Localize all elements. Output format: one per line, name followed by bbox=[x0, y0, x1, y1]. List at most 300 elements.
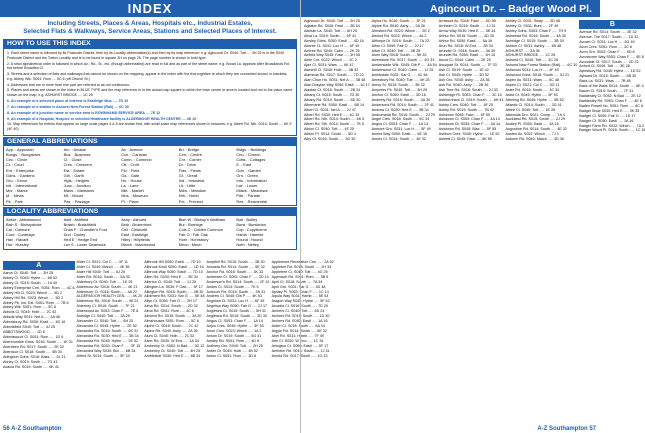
abbreviation-entry: Pas. : Passage bbox=[63, 198, 90, 204]
index-entry: Agitator Rd. S045: Fawl ..... 3B 54 bbox=[304, 23, 360, 28]
abbreviation-entry: Mus. : Museum bbox=[121, 193, 148, 199]
index-entry: Arnheim Cl. S016: South ..... 1J 31 bbox=[438, 23, 496, 28]
how-line: 7. An example of a station is Ashurst New Forest Station (Rail) .... 6C 30 bbox=[7, 104, 129, 109]
index-entry: Albert Rd. Nth. S014: South ..... 6K 5 bbox=[304, 117, 365, 122]
index-entry: Arundel Ct. S016: South ..... 3A 30 bbox=[438, 48, 496, 53]
index-entry: Alexandra Rd. S030: Hed E ..... 3B 34 bbox=[76, 333, 139, 338]
index-entry: Andromeda Rd. S016: South ..... 2J 29 bbox=[371, 112, 435, 117]
index-entry: Attlee Ct. S040: Tott ..... 1E 26 bbox=[505, 107, 556, 112]
index-entry: Almshouses S051: Rom ..... 5C 6 bbox=[144, 319, 199, 324]
index-entry: Avon Cres. S051: Rom ..... 3C 6 bbox=[579, 44, 632, 49]
abbreviation-entry: Flds. : Fields bbox=[178, 167, 201, 173]
index-entry: Abbey Ct. S015: South ..... 1A 40 bbox=[3, 280, 58, 285]
index-column bbox=[207, 260, 270, 421]
locality-entry: Bish W : Bishop's Waltham bbox=[178, 216, 226, 222]
how-line: 6. An example of a selected place of interest is Eastleigh Mus. .... 7D 10 bbox=[7, 98, 129, 103]
index-entry: Alum Cl. S045: Holb ..... 2C 52 bbox=[144, 333, 195, 338]
index-entry: Albion Pl. S014: South ..... 5D 4 bbox=[304, 132, 356, 137]
abbreviation-entry: App. : Approach bbox=[6, 146, 34, 152]
index-entry: Aldermoor Rd. S016: South ..... 4K 21 bbox=[76, 299, 139, 304]
abbreviation-entry: E. : East bbox=[236, 162, 252, 168]
index-entry: Allbrook Hill S050: Eastl ..... 7D 10 bbox=[144, 260, 201, 264]
index-entry: Archers Cl. S040: Tott ..... 6D 24 bbox=[271, 309, 325, 314]
locality-entry: Brok : Brokenford bbox=[121, 221, 152, 227]
index-entry: Andersons Rd. S014: South ..... 2F 41 bbox=[371, 102, 434, 107]
index-entry: Alpine Rd. S040: Ashy ..... 2A 36 bbox=[371, 23, 425, 28]
index-entry: Alameda Rd. S017: South ..... 7D 22 bbox=[304, 73, 364, 78]
index-entry: Ash Rd. S040: Ashy ..... 2B 36 bbox=[438, 82, 489, 87]
locality-entry: Hound : Hound bbox=[236, 237, 263, 243]
index-entry: Angus Cl. S053: Chan F ..... 1A 14 bbox=[206, 319, 263, 324]
index-entry: Badger Cl. S050: Fair O ..... 1K 17 bbox=[579, 113, 636, 118]
index-entry: Abbots Cl. S045: Holb ..... 2C 52 bbox=[3, 310, 57, 315]
abbreviation-entry: Gdn. : Garden bbox=[236, 167, 262, 173]
index-entry: April Gro. S031: Sar G ..... 4D 48 bbox=[271, 284, 326, 289]
locality-abbreviations-heading: LOCALITY ABBREVIATIONS bbox=[3, 207, 297, 216]
index-entry: Amberslade Wlk. S045: Dib P ..... 4A 54 bbox=[371, 63, 437, 68]
abbreviation-entry: Comn. : Common bbox=[121, 157, 152, 163]
page-number-right: A-Z Southampton 57 bbox=[537, 426, 596, 432]
index-entry: Aylward Dr. S015: South ..... 5B 30 bbox=[579, 74, 637, 79]
index-entry: Abbey Enterprise Cen. S051: Rom ..... 4C 6 bbox=[3, 285, 75, 290]
index-entry: Bacon Cl. S019: South ..... 7F 41 bbox=[579, 89, 634, 94]
index-entry: Ashwood S031: Loc H ..... 4F 49 bbox=[505, 68, 559, 73]
index-entry: Ancasta Rd. S014: South ..... 5E 32 bbox=[206, 264, 265, 269]
how-line: 1. Each street name is followed by its Postcode District, then by its Locality abbreviation(s) and then by its map reference; e.g. Agincourt Dr. S040: Tott .... 3H 25 is in the S040 Postcode District and the Totton Locality and is to be found in square 3H on page 25. The page number is shown in bold type. bbox=[7, 51, 285, 60]
locality-entry: East : Eastleigh bbox=[121, 232, 149, 238]
index-entry: Anchor Cl. S050: Eastl ..... 3D 16 bbox=[371, 92, 426, 97]
index-entry: Alderney Cl. S016: South ..... 7F 21 bbox=[76, 304, 135, 309]
index-entry: Allington La. S030: F Oak ..... 3F 17 bbox=[144, 284, 203, 289]
index-entry: Andrew Cl. S045: Dib P ..... 4K 53 bbox=[206, 294, 263, 299]
index-entry: Agincourt Dr. S040: Tott ..... 3H 25 bbox=[304, 19, 360, 23]
index-entry: Allbrook Knoll S050: Eastl ..... 1D 16 bbox=[144, 264, 204, 269]
locality-entry: Cols C : Colden Common bbox=[178, 226, 223, 232]
index-column bbox=[77, 260, 143, 421]
locality-entry: Hed E : Hedge End bbox=[63, 237, 98, 243]
page-number-left: 56 A-Z Southampton bbox=[3, 426, 62, 432]
index-entry: Anmore Gro. S031: Loc H ..... 5F 49 bbox=[371, 127, 431, 132]
abbreviation-entry: Bldgs. : Buildings bbox=[236, 146, 267, 152]
index-entry: Ariel Rd. S031: Hamb ..... 7F 49 bbox=[271, 333, 324, 338]
index-entry: Albert Cl. S031: Net A ..... 2J 47 bbox=[304, 107, 356, 112]
index-entry: Ajax Cl. S031: Wars ..... 6K 47 bbox=[304, 63, 354, 68]
how-line: 2. A strict alphabetical order is followed in which Av., Rd., St., etc. (though abbreviated) are read in full and as part of the street name; e.g. Broad La. appears after Broadlands Rd. but before Broadlea Cl. bbox=[7, 61, 290, 71]
index-entry: Audley Pl. S050: Eastl ..... 3A 16 bbox=[505, 122, 559, 127]
index-columns bbox=[304, 19, 645, 421]
index-entry: Anstey Rd. S051: Rom ..... 4D 6 bbox=[206, 338, 259, 343]
index-entry: Allen Rd. S030: Hed E ..... 5E 34 bbox=[144, 274, 198, 279]
abbreviation-entry: Gdns. : Gardens bbox=[6, 172, 35, 178]
index-entry: Amesbury Rd. S040: Tott ..... 4H 25 bbox=[371, 78, 430, 83]
abbreviation-entry: Gt. : Great bbox=[178, 172, 197, 178]
index-entry: Abingdon Gdns. S016: Bass ..... 5J 21 bbox=[3, 354, 66, 359]
index-entry: Ashby Rd. S019: South ..... 7B 42 bbox=[438, 107, 494, 112]
index-entry: Ainsley Gdns. S050: Eastl ..... 4D 16 bbox=[304, 38, 364, 43]
index-entry: Amberley Cl. S052: N Bad ..... 2D 12 bbox=[144, 343, 205, 348]
index-entry: Ashley Cl. S031: Sway ..... 3D 48 bbox=[505, 19, 560, 23]
abbreviation-entry: Bus. : Business bbox=[63, 152, 91, 158]
locality-abbreviations-table bbox=[3, 216, 297, 250]
index-entry: Alastair Ct. S018: South ..... 2B 34 bbox=[304, 87, 361, 92]
index-entry: Ashdown Cl. S053: Chan F ..... 4A 14 bbox=[438, 117, 500, 122]
locality-entry: Hamb : Hamble bbox=[236, 232, 264, 238]
index-entry: ALDERMOOR HEALTH CEN. ..... 4K 20 bbox=[76, 294, 143, 299]
index-entry: Alver Rd. S030: W End ..... 1A 34 bbox=[144, 338, 199, 343]
index-column bbox=[3, 260, 75, 421]
locality-entry: Fair O : Fair Oak bbox=[178, 232, 208, 238]
index-entry: Annes Way S050: Eastl ..... 6E 16 bbox=[371, 132, 428, 137]
abbreviation-entry: Mnr. : Manor bbox=[6, 188, 28, 194]
intro-line: Including Streets, Places & Areas, Hospitals etc., Industrial Estates, bbox=[47, 20, 253, 27]
index-entry: Antler Dr. S045: Holb ..... 4B 52 bbox=[206, 348, 258, 353]
index-entry: Abbey Wlk. S051: Rom ..... 5C 6 bbox=[3, 305, 57, 310]
index-entry: Arnwood Av. S045: Fawl ..... 5G 55 bbox=[438, 19, 496, 23]
index-entry: Avon Grn. S053: Chan F ..... 5D 8 bbox=[579, 49, 635, 54]
index-entry: Alderwood Av. S053: Chan F ..... 7E 8 bbox=[76, 309, 139, 314]
abbreviation-entry: Cen. : Centre bbox=[178, 152, 202, 158]
index-entry: Allyn Ct. S050: Fair O ..... 2H 17 bbox=[144, 299, 197, 304]
index-entry: Ashdown S045: Fawl ..... 5F 55 bbox=[438, 112, 491, 117]
index-entry: Aintree Rd. S040: Calm ..... 2K 25 bbox=[304, 48, 360, 53]
index-entry: Angelica Way S050: Fair O ..... 2J 17 bbox=[206, 304, 268, 309]
index-entry: ASHURST ..... 2A 36 bbox=[505, 48, 540, 53]
index-entry: Aquila Way S031: Hamb ..... 5E 54 bbox=[271, 294, 329, 299]
index-entry: Aspen Av. S031: Wars ..... 6C 48 bbox=[505, 78, 559, 83]
index-entry: Axford Cl. S040: Tott ..... 3E 26 bbox=[579, 64, 630, 69]
index-entry: Angus Cl. S053: Chan F ..... 1A 14 bbox=[371, 122, 429, 127]
index-entry: Avondale Ct. S017: South ..... 2D 32 bbox=[579, 59, 639, 64]
index-column bbox=[304, 19, 370, 421]
how-line: 4. Addresses that are in more than one part are referred to as not continuous. bbox=[7, 82, 131, 87]
locality-entry: Bur : Burridge bbox=[178, 221, 203, 227]
index-entry: Alpine Rd. S040: Ashy ..... 2A 36 bbox=[144, 328, 198, 333]
abbreviation-entry: Bungs. : Bungalows bbox=[6, 152, 41, 158]
locality-entry: Chil : Chilworth bbox=[121, 226, 148, 232]
index-entry: Aaron Ct. S040: Tott ..... 3H 25 bbox=[3, 271, 54, 275]
locality-entry: Botl : Botley bbox=[236, 216, 258, 222]
index-entry: Alexandra Rd. S045: Hythe ..... 2E 52 bbox=[76, 338, 139, 343]
index-entry: Augustine Rd. S014: South ..... 4E 32 bbox=[505, 127, 567, 132]
index-entry: ABBOTSWOOD ..... 1D 6 bbox=[3, 330, 45, 335]
index-entry: Avenue Rd. S014: South ..... 3E 32 bbox=[579, 30, 637, 34]
index-entry: Abbotsfield S040: Tott ..... 4J 25 bbox=[3, 325, 55, 330]
index-entry: Alby Ct. S016: South ..... 3D 30 bbox=[304, 137, 356, 142]
index-entry: Arthur Rd. S015: South ..... 4D 30 bbox=[438, 33, 494, 38]
index-entry: Alsford Rd. S023: Winch ..... 4A 2 bbox=[371, 33, 427, 38]
locality-entry: Lwr S : Lower Swanwick bbox=[63, 242, 106, 248]
abbreviation-entry: Ho. : House bbox=[121, 177, 142, 183]
index-entry: Aldermoor Av. S016: South ..... 4K 21 bbox=[76, 284, 138, 289]
abbreviation-entry: Mkt. : Market bbox=[121, 188, 144, 194]
abbreviation-entry: Intl. : International bbox=[6, 183, 37, 189]
index-entry: Alverstone Rd. S017: South ..... 4G 33 bbox=[371, 58, 435, 63]
index-entry: Badger Brow S030: Hed E ..... 3K 35 bbox=[579, 108, 640, 113]
locality-entry: Hav : Havant bbox=[6, 237, 29, 243]
index-entry: Ashdown Rd. S045: Blac ..... 5F 55 bbox=[438, 127, 497, 132]
index-entry: Ashmead Rd. S016: South ..... 4A 30 bbox=[505, 33, 566, 38]
index-entry: Aldridge Cl. S040: Tott ..... 3A 25 bbox=[76, 314, 130, 319]
abbreviation-entry: Dr. : Drive bbox=[178, 162, 197, 168]
index-entry: Arrow Way S030: Hed E ..... 5E 34 bbox=[438, 28, 496, 33]
index-entry: Alfred St. S014: South ..... 5F 33 bbox=[76, 353, 130, 358]
how-line: 5. Places and areas are shown in the index in BLUE TYPE and the map reference is to the actual map square in which the town centre or area is located and not to the place name shown on the map; e.g. ASHURST BRIDGE .... 1C 26 bbox=[7, 88, 293, 98]
index-entry: Back of the Walls S014: South ..... 6E 4 bbox=[579, 84, 644, 89]
index-entry: Anglesea Ct. S015: South ..... 5H 31 bbox=[206, 309, 266, 314]
index-entry: Ashurst Cl. S040: Tott ..... 3C 26 bbox=[505, 58, 559, 63]
index-entry: Ashdown Dr. S053: Chan F ..... 4A 14 bbox=[438, 122, 501, 127]
abbreviation-entry: Res. : Residential bbox=[236, 198, 267, 204]
abbreviation-entry: Arc. : Arcade bbox=[63, 146, 86, 152]
index-entry: Alexandra Cl. S045: Hythe ..... 2E 52 bbox=[76, 323, 137, 328]
index-entry: Aintree Ct. S031: Loc H ..... 6F 49 bbox=[304, 43, 360, 48]
index-entry: Aldermoor Cl. S016: South ..... 4A 22 bbox=[76, 289, 138, 294]
index-entry: Abbots Way S031: Net A ..... 3A 48 bbox=[3, 315, 60, 320]
index-entry: Ampthill Rd. S015: South ..... 3B 30 bbox=[206, 260, 265, 264]
index-entry: Ash Cl. S045: Hythe ..... 3D 52 bbox=[438, 73, 489, 78]
index-entry: Ashwood Gdns. S016: South ..... 5J 21 bbox=[505, 73, 570, 78]
abbreviation-entry: La. : Lane bbox=[121, 183, 139, 189]
abbreviation-entry: Chu. : Church bbox=[236, 152, 261, 158]
abbreviation-entry: Gth. : Garth bbox=[63, 172, 84, 178]
abbreviation-entry: Cnr. : Corner bbox=[178, 157, 202, 163]
index-entry: Alpha Ho. S016: South ..... 3F 21 bbox=[371, 19, 426, 23]
index-entry: Baddesley Rd. S053: Chan F ..... 4E 8 bbox=[579, 98, 642, 103]
index-entry: Abney Cl. S019: South ..... 7G 41 bbox=[3, 359, 58, 364]
index-entry: Amberwood Cl. S040: Calm ..... 1J 25 bbox=[371, 68, 434, 73]
abbreviation-entry: Cl. : Close bbox=[63, 157, 82, 163]
abbreviation-entry: Mdw. : Meadow bbox=[178, 188, 206, 194]
right-page bbox=[300, 0, 645, 433]
index-entry: Aylesbury Rd. S045: Hythe ..... 1D 52 bbox=[579, 69, 641, 74]
locality-entry: March : Marchwood bbox=[121, 242, 156, 248]
abbreviation-entry: Pk. : Park bbox=[6, 198, 23, 204]
index-entry: Allerton Cl. S040: Tott ..... 1J 25 bbox=[144, 279, 197, 284]
index-entry: Auckland Rd. S015: South ..... 2J 29 bbox=[505, 117, 565, 122]
index-entry: Anderby Rd. S016: South ..... 3A 30 bbox=[371, 97, 431, 102]
index-entry: Alexandra Rd. S053: Chan F ..... 3F 15 bbox=[76, 343, 141, 348]
index-entry: Acacia Rd. S019: South ..... 6K 41 bbox=[3, 364, 59, 369]
index-entry: Alma Rd. S051: Rom ..... 4C 6 bbox=[144, 309, 194, 314]
index-entry: Applemore Recreation Cen. ..... 2A 52 bbox=[271, 260, 334, 264]
intro-line: Selected Flats & Walkways, Service Areas, Stations and Selected Places of Interest. bbox=[23, 28, 277, 35]
section-letter: B bbox=[579, 20, 645, 29]
index-entry: Anson Dr. S019: South ..... 5G 41 bbox=[206, 333, 262, 338]
locality-entry: Chan F : Chandler's Ford bbox=[63, 226, 108, 232]
index-entry: Airfield Way S045: Fawl ..... 3H 55 bbox=[304, 53, 361, 58]
index-entry: Arle Cl. S030: W End ..... 1C 34 bbox=[271, 338, 324, 343]
page-range-header: Agincourt Dr. – Badger Wood Pl. bbox=[301, 0, 600, 17]
abbreviation-entry: Ind. : Industrial bbox=[178, 177, 205, 183]
index-entry: Althorpe Dr. S016: South ..... 7A 22 bbox=[371, 38, 430, 43]
index-entry: Arundel Rd. S050: Eastl ..... 1H 15 bbox=[438, 53, 496, 58]
index-entry: Almond Rd. S015: South ..... 3A 30 bbox=[144, 314, 202, 319]
index-entry: Alton Ct. S040: Tott ..... 3B 26 bbox=[371, 48, 421, 53]
index-entry: Ashley Ct. S031: Burs ..... 2F 49 bbox=[505, 23, 559, 28]
index-entry: Ashbridge Ri. S053: Chan F ..... 3C 14 bbox=[438, 92, 502, 97]
index-entry: Alder Cl. S040: March ..... 4E 36 bbox=[76, 264, 130, 269]
locality-entry: Abbot : Abbotswood bbox=[6, 216, 41, 222]
index-entry: Allington Rd. S015: South ..... 4B 30 bbox=[144, 289, 204, 294]
index-entry: Alexander Cl. S040: Tott ..... 6H 25 bbox=[76, 319, 134, 324]
index-entry: Approach Rd. S051: Rom ..... 5B 6 bbox=[271, 274, 329, 279]
index-entry: Baddesley Cl. S052: N Bad ..... 2E 12 bbox=[579, 93, 641, 98]
index-entry: Anderson's Rd. S014: South ..... 2F 41 bbox=[206, 279, 270, 284]
index-entry: Attwoods Dro. S021: Comp ..... 7A 4 bbox=[505, 112, 565, 117]
how-line: 8. An example of a junction name or service area is ROWNHAMS SERVICE AREA .... 7E 12 bbox=[7, 110, 161, 115]
index-entry: Ashton Cl. S031: Ashby ..... 4B 48 bbox=[505, 43, 562, 48]
abbreviation-entry: Lwr. : Lower bbox=[236, 183, 258, 189]
abbreviation-entry: Mdws. : Meadows bbox=[236, 188, 268, 194]
abbreviation-entry: Bri. : Bridge bbox=[178, 146, 200, 152]
index-column bbox=[439, 19, 504, 421]
index-entry: Albert Rd. S030: Hed E ..... 4C 34 bbox=[304, 112, 360, 117]
index-entry: Abbey Pk. Ind. Est. S051: Rom ..... 7B 6 bbox=[3, 300, 69, 305]
index-entry: Austen Av. S022: Winch ..... 7J 1 bbox=[505, 132, 559, 137]
abbreviation-entry: Gro. : Grove bbox=[6, 177, 28, 183]
abbreviation-entry: Mt. : Mount bbox=[63, 193, 84, 199]
index-entry: Aster Rd. S016: South ..... 3C 30 bbox=[505, 87, 560, 92]
locality-entry: Horn : Hornsbury bbox=[178, 237, 209, 243]
index-entry: Abbotswood Cl. S051: Rom ..... 1D 6 bbox=[3, 334, 64, 339]
locality-entry: Durl : Durley bbox=[63, 232, 86, 238]
locality-entry: Cop : Copythorne bbox=[236, 226, 267, 232]
index-entry: Arnheim Rd. S016: South ..... 1J 31 bbox=[271, 348, 330, 353]
index-entry: Ashlett Cl. S045: Fawl ..... 6K 55 bbox=[438, 137, 492, 142]
index-entry: Alpine Cl. S018: South ..... 2C 42 bbox=[144, 323, 199, 328]
index-entry: Arun Rd. S018: W End ..... 2B 34 bbox=[438, 43, 493, 48]
index-entry: Ambleside S030: Hed E ..... 6B 34 bbox=[144, 353, 201, 358]
index-entry: Airlie Cnr. S022: Winch ..... 1C 2 bbox=[304, 58, 357, 63]
index-entry: Atheling Rd. S045: Hythe ..... 5B 52 bbox=[505, 97, 564, 102]
index-entry: Ascot Cl. S040: Calm ..... 2K 25 bbox=[438, 58, 491, 63]
how-to-use-heading: HOW TO USE THIS INDEX bbox=[3, 39, 297, 48]
index-entry: Alder Hill S040: Tott ..... 6J 25 bbox=[76, 269, 126, 274]
index-entry: Ashridge Cl. S015: South ..... 3B 30 bbox=[505, 38, 564, 43]
index-entry: Ascupart St. S014: South ..... 7F 33 bbox=[438, 63, 497, 68]
index-entry: Aberdeen Rd. S017: South ..... 2E 32 bbox=[3, 344, 64, 349]
abbreviation-entry: Cotts. : Cottages bbox=[236, 157, 266, 163]
index-entry: Ash Gro. S040: Ashy ..... 2A 36 bbox=[438, 78, 490, 83]
abbreviation-entry: Est. : Estate bbox=[63, 167, 85, 173]
locality-entry: Hlbry : Hillyfields bbox=[121, 237, 150, 243]
abbreviation-entry: Grn. : Green bbox=[236, 172, 259, 178]
index-entry: Abbey Cl. S045: Hythe ..... 4B 52 bbox=[3, 275, 58, 280]
index-entry: Appleton Rd. S018: South ..... 2H 33 bbox=[271, 264, 332, 269]
index-entry: Ashurst New Forest Station (Rail) ..... 6C 30 bbox=[505, 63, 578, 68]
index-entry: Anchor Rd. S018: South ..... 3K 33 bbox=[206, 269, 264, 274]
index-entry: Albany Rd. S015: South ..... 5D 30 bbox=[304, 97, 361, 102]
how-line: 10. Map references for entries that appear on large scale pages 4 & 5 are shown first, with small scale map references shown in brackets; e.g. Albert Rd. Nth. S014: South .... 6K 5 (4F 40) bbox=[7, 122, 292, 132]
index-entry: Anne Cres. S023: Winch ..... 1A 2 bbox=[206, 328, 262, 333]
locality-entry: Bursl : Bursledon bbox=[236, 221, 267, 227]
index-entry: Annes Ct. S014: South ..... 4E 32 bbox=[371, 137, 426, 142]
index-entry: Arnold Rd. S017: South ..... 1G 33 bbox=[271, 353, 328, 358]
index-entry: Allotment Rd. S031: Sar G ..... 5E 48 bbox=[144, 294, 205, 299]
index-entry: Archers Rd. S015: South ..... 1D 30 bbox=[271, 314, 330, 319]
index-entry: Angelica Ct. S031: Loc H ..... 6F 49 bbox=[206, 299, 265, 304]
index-entry: Baden Powell Ho. S051: Rom ..... 6C 6 bbox=[579, 103, 644, 108]
abbreviation-entry: Circ. : Circle bbox=[6, 157, 28, 163]
index-column bbox=[579, 19, 645, 421]
index-entry: Ambledale S031: Sar G ..... 4C 48 bbox=[371, 73, 428, 78]
index-entry: Albemarle Rd. S050: Eastl ..... 6B 14 bbox=[304, 102, 365, 107]
index-entry: Alder Rd. S016: South ..... 5A 30 bbox=[76, 274, 130, 279]
index-entry: April Cl. S018: South ..... 7A 34 bbox=[271, 279, 323, 284]
abbreviation-entry: Cvn. : Caravan bbox=[121, 152, 148, 158]
locality-entry: Ashy : Ashurst bbox=[121, 216, 147, 222]
index-entry: Atlantic Cl. S014: South ..... 3G 41 bbox=[505, 102, 562, 107]
index-entry: Arthur Rd. S050: Eastl ..... 5A 16 bbox=[438, 38, 493, 43]
index-entry: Alum Way S018: South ..... 5K 33 bbox=[371, 53, 427, 58]
index-entry: Ash Cl. S019: South ..... 1E 42 bbox=[438, 68, 489, 73]
index-entry: Andover Rd. S015: South ..... 3H 31 bbox=[206, 289, 266, 294]
locality-entry: Cal : Calmore bbox=[6, 226, 30, 232]
index-column bbox=[506, 19, 578, 421]
abbreviation-entry: Av. : Avenue bbox=[121, 146, 143, 152]
index-entry: Appletree Cl. S040: Tott ..... 4G 25 bbox=[271, 269, 328, 274]
index-entry: Albany Ct. S015: South ..... 7D 30 bbox=[304, 92, 360, 97]
index-entry: Argyle Rd. S014: South ..... 6E 32 bbox=[271, 328, 327, 333]
how-to-use-box bbox=[3, 48, 297, 136]
index-entry: Ash Tree Rd. S018: South ..... 2J 33 bbox=[438, 87, 498, 92]
abbreviation-entry: Cres. : Crescent bbox=[63, 162, 92, 168]
index-entry: Amberley Ct. S040: Tott ..... 4H 25 bbox=[144, 348, 201, 353]
index-entry: Aberdour Cl. S018: South ..... 5B 34 bbox=[3, 349, 62, 354]
index-entry: Abbey Hill Rd. S023: Winch ..... 5D 2 bbox=[3, 295, 64, 300]
abbreviation-entry: Fld. : Field bbox=[121, 167, 140, 173]
index-entry: Ashburnham Cl. S019: South ..... 6H 41 bbox=[438, 97, 504, 102]
index-entry: Apsley Pl. S053: Chan F ..... 1C 14 bbox=[271, 289, 329, 294]
how-line: 9. An example of a Hospital, Hospice or selected Healthcare facility is ALDERMOOR HEALTH CENTRE .... 4K 20 bbox=[7, 116, 197, 121]
index-entry: Andersen Cl. S053: Chan F ..... 3D 14 bbox=[206, 274, 269, 279]
locality-entry: Bish S : Bishopstoke bbox=[6, 221, 42, 227]
index-entry: Anthony Gro. S040: Tott ..... 2H 25 bbox=[206, 343, 263, 348]
index-intro bbox=[0, 17, 300, 38]
index-entry: Amoy St. S015: South ..... 3B 32 bbox=[371, 82, 425, 87]
index-entry: ASHURST BRIDGE ..... 1C 26 bbox=[505, 53, 556, 58]
index-columns bbox=[3, 260, 334, 421]
index-entry: Allbrook Way S050: Eastl ..... 7D 10 bbox=[144, 269, 203, 274]
index-entry: Aspen Cl. S021: Col C ..... 5G 11 bbox=[505, 82, 560, 87]
abbreviation-entry: Ent. : Enterprise bbox=[6, 167, 34, 173]
index-entry: Badger Wood Pl. S018: South ..... 1C 34 bbox=[579, 128, 645, 133]
locality-entry: Neth : Netley bbox=[236, 242, 259, 248]
abbreviation-entry: Ga. : Gate bbox=[121, 172, 140, 178]
index-entry: Abbotsbury Rd. S050: Eastl ..... 4D 16 bbox=[3, 320, 66, 325]
index-entry: Avocet Cl. S031: Loc H ..... 5G 49 bbox=[579, 39, 635, 44]
abbreviation-entry: Hgts. : Heights bbox=[63, 177, 90, 183]
index-entry: Back La. S031: Wars ..... 7B 48 bbox=[579, 79, 631, 84]
index-entry: Autumn Rd. S040: March ..... 4D 36 bbox=[505, 137, 564, 142]
locality-entry: Braish : Braishfield bbox=[63, 221, 97, 227]
index-entry: Albion Cl. S040: Tott ..... 4F 25 bbox=[304, 127, 354, 132]
how-line: 3. Streets and a selection of flats and walkways that cannot be shown on the mapping, appear in the index with the thoroughfare to which they are connected shown in brackets; e.g. Abbey Wlk. S051: Rom .... 5C 6 (off Church St.) bbox=[7, 72, 288, 81]
index-entry: Ashley Gdns. S053: Chan F ..... 7H 9 bbox=[505, 28, 567, 33]
index-entry: Ashby Cres. S040: Tott ..... 6F 25 bbox=[438, 102, 494, 107]
abbreviation-entry: Mans. : Mansions bbox=[63, 188, 95, 194]
index-entry: Akeshill Cl. S045: Holb ..... 4B 52 bbox=[304, 68, 359, 73]
index-entry: Alexandra Rd. S015: South ..... 6K 31 bbox=[76, 328, 139, 333]
index-entry: Anglesea Rd. S015: South ..... 3D 30 bbox=[206, 314, 268, 319]
index-entry: Albert Rd. Sth. S014: South ..... 7K 5 bbox=[304, 122, 365, 127]
index-entry: Andes Cl. S014: South ..... 7K 5 bbox=[206, 284, 259, 289]
locality-entry: Meon : Meon bbox=[178, 242, 202, 248]
general-abbreviations-heading: GENERAL ABBREVIATIONS bbox=[3, 137, 297, 146]
index-entry: Anjou Cres. S045: Hythe ..... 5F 53 bbox=[206, 323, 264, 328]
locality-entry: Curd : Curdridge bbox=[6, 232, 35, 238]
locality-entry: Hur : Hursley bbox=[6, 242, 29, 248]
